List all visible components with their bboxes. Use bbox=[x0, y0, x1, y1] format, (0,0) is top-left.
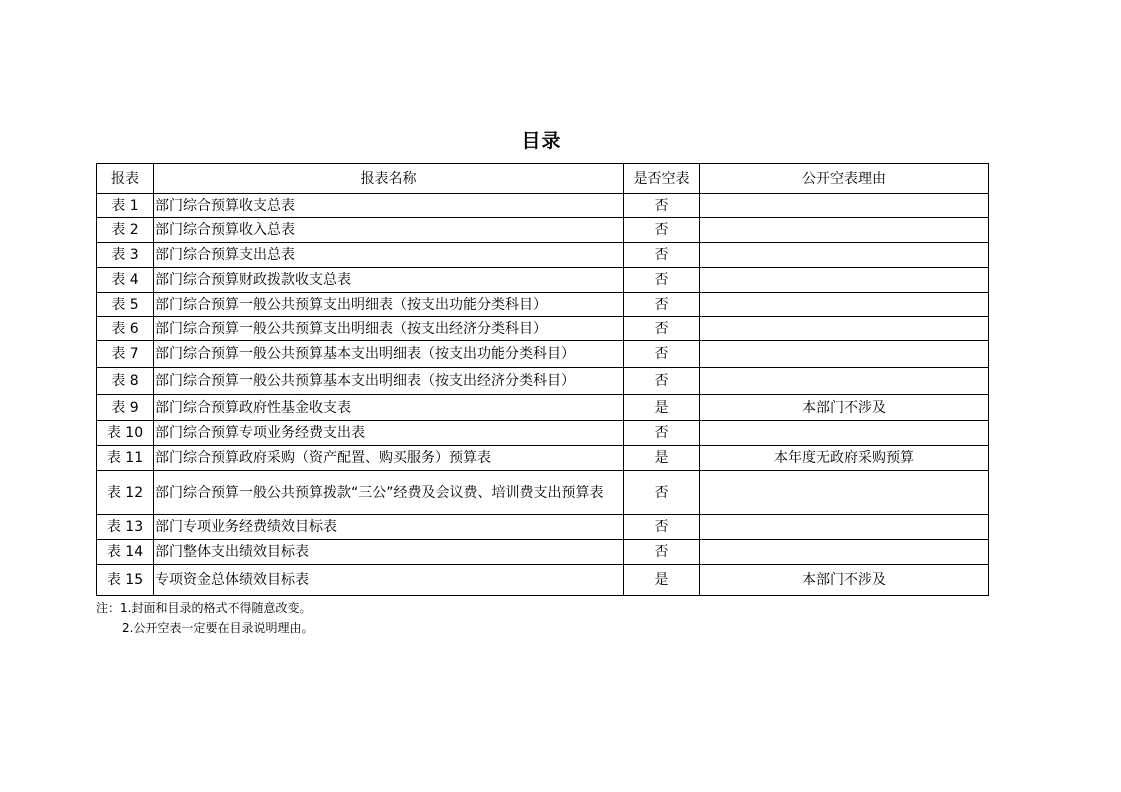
table-header-row bbox=[97, 164, 989, 194]
row-empty: 否 bbox=[624, 515, 700, 540]
row-no: 表 6 bbox=[97, 317, 154, 341]
row-name: 部门综合预算一般公共预算支出明细表（按支出经济分类科目） bbox=[154, 317, 624, 341]
row-empty: 否 bbox=[624, 471, 700, 515]
row-reason bbox=[700, 243, 989, 268]
header-no: 报表 bbox=[97, 164, 154, 194]
row-name: 部门综合预算财政拨款收支总表 bbox=[154, 268, 624, 293]
footnote-1: 注：1.封面和目录的格式不得随意改变。 bbox=[96, 601, 312, 615]
table-row bbox=[97, 471, 989, 515]
row-reason bbox=[700, 317, 989, 341]
row-empty: 否 bbox=[624, 540, 700, 565]
row-no: 表 14 bbox=[97, 540, 154, 565]
row-reason bbox=[700, 421, 989, 446]
row-empty: 否 bbox=[624, 194, 700, 218]
row-no: 表 4 bbox=[97, 268, 154, 293]
row-no: 表 13 bbox=[97, 515, 154, 540]
table-row bbox=[97, 317, 989, 341]
table-row bbox=[97, 194, 989, 218]
row-reason: 本部门不涉及 bbox=[700, 565, 989, 596]
header-empty: 是否空表 bbox=[624, 164, 700, 194]
table-row bbox=[97, 293, 989, 317]
table-row bbox=[97, 218, 989, 243]
table-row bbox=[97, 565, 989, 596]
row-no: 表 1 bbox=[97, 194, 154, 218]
row-reason bbox=[700, 293, 989, 317]
table-row bbox=[97, 268, 989, 293]
row-reason bbox=[700, 218, 989, 243]
row-no: 表 11 bbox=[97, 446, 154, 471]
row-empty: 是 bbox=[624, 565, 700, 596]
row-name: 部门综合预算支出总表 bbox=[154, 243, 624, 268]
row-reason bbox=[700, 268, 989, 293]
row-reason bbox=[700, 471, 989, 515]
row-no: 表 10 bbox=[97, 421, 154, 446]
row-empty: 否 bbox=[624, 293, 700, 317]
row-no: 表 9 bbox=[97, 395, 154, 421]
toc-table bbox=[96, 163, 989, 596]
row-empty: 否 bbox=[624, 421, 700, 446]
row-empty: 否 bbox=[624, 268, 700, 293]
row-name: 部门综合预算收入总表 bbox=[154, 218, 624, 243]
row-name: 部门综合预算专项业务经费支出表 bbox=[154, 421, 624, 446]
table-row bbox=[97, 368, 989, 395]
row-no: 表 5 bbox=[97, 293, 154, 317]
row-no: 表 12 bbox=[97, 471, 154, 515]
table-row bbox=[97, 341, 989, 368]
row-name: 部门综合预算一般公共预算基本支出明细表（按支出功能分类科目） bbox=[154, 341, 624, 368]
table-row bbox=[97, 395, 989, 421]
row-reason bbox=[700, 341, 989, 368]
row-empty: 否 bbox=[624, 218, 700, 243]
footnote-2: 2.公开空表一定要在目录说明理由。 bbox=[122, 621, 314, 635]
row-empty: 否 bbox=[624, 317, 700, 341]
table-row bbox=[97, 540, 989, 565]
row-reason bbox=[700, 515, 989, 540]
row-name: 专项资金总体绩效目标表 bbox=[154, 565, 624, 596]
row-reason: 本年度无政府采购预算 bbox=[700, 446, 989, 471]
row-empty: 否 bbox=[624, 368, 700, 395]
row-name: 部门综合预算政府采购（资产配置、购买服务）预算表 bbox=[154, 446, 624, 471]
row-name: 部门综合预算一般公共预算支出明细表（按支出功能分类科目） bbox=[154, 293, 624, 317]
row-empty: 是 bbox=[624, 446, 700, 471]
row-no: 表 8 bbox=[97, 368, 154, 395]
row-reason bbox=[700, 540, 989, 565]
row-no: 表 7 bbox=[97, 341, 154, 368]
row-name: 部门专项业务经费绩效目标表 bbox=[154, 515, 624, 540]
row-name: 部门整体支出绩效目标表 bbox=[154, 540, 624, 565]
row-reason: 本部门不涉及 bbox=[700, 395, 989, 421]
row-reason bbox=[700, 368, 989, 395]
row-no: 表 2 bbox=[97, 218, 154, 243]
row-reason bbox=[700, 194, 989, 218]
header-reason: 公开空表理由 bbox=[700, 164, 989, 194]
row-no: 表 15 bbox=[97, 565, 154, 596]
header-name: 报表名称 bbox=[154, 164, 624, 194]
page-title: 目录 bbox=[521, 130, 562, 152]
row-empty: 否 bbox=[624, 341, 700, 368]
table-row bbox=[97, 243, 989, 268]
row-name: 部门综合预算政府性基金收支表 bbox=[154, 395, 624, 421]
row-name: 部门综合预算一般公共预算拨款“三公”经费及会议费、培训费支出预算表 bbox=[154, 471, 624, 515]
row-name: 部门综合预算收支总表 bbox=[154, 194, 624, 218]
table-row bbox=[97, 446, 989, 471]
footnotes bbox=[96, 598, 313, 638]
row-empty: 否 bbox=[624, 243, 700, 268]
table-row bbox=[97, 421, 989, 446]
row-empty: 是 bbox=[624, 395, 700, 421]
table-row bbox=[97, 515, 989, 540]
row-no: 表 3 bbox=[97, 243, 154, 268]
row-name: 部门综合预算一般公共预算基本支出明细表（按支出经济分类科目） bbox=[154, 368, 624, 395]
